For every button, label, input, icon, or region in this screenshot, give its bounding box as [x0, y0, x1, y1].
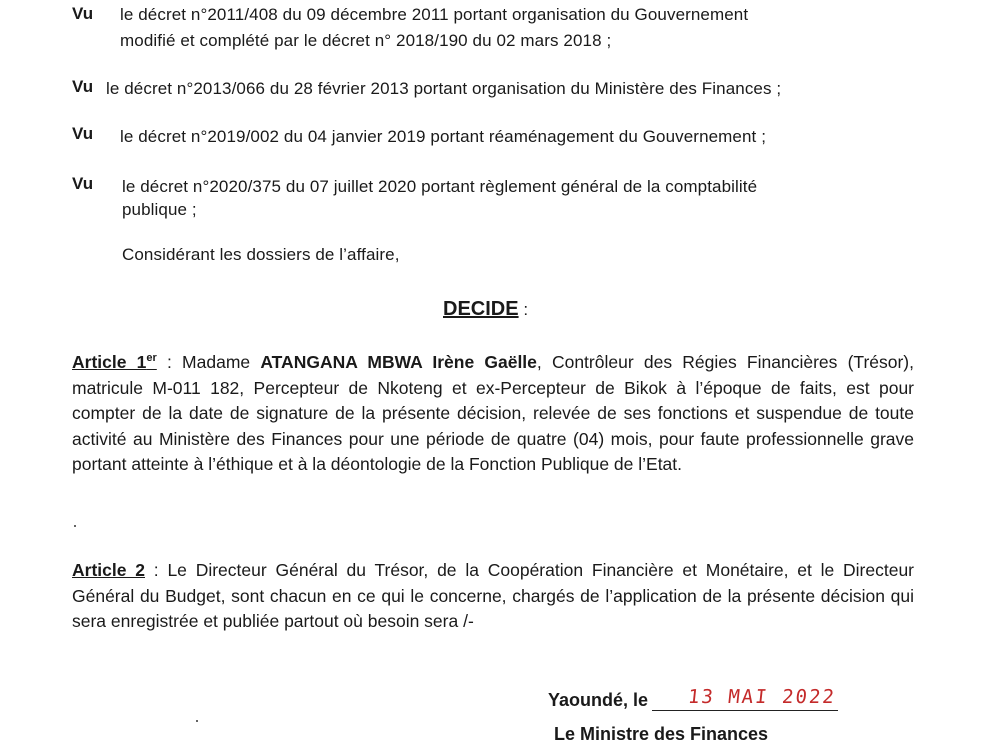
- date-line: [652, 688, 838, 711]
- decide-heading: [443, 298, 528, 321]
- decide-title: DECIDE: [443, 298, 519, 320]
- article-1: [72, 350, 914, 478]
- visa-text: le décret n°2020/375 du 07 juillet 2020 portant règlement général de la comptabilité: [122, 177, 758, 196]
- visa-prefix: Vu: [72, 4, 94, 23]
- article-2-body: Le Directeur Général du Trésor, de la Coopération Financière et Monétaire, et le Directeur Général du Budget, sont chacun en ce qui le concerne, chargés de l’application de la présente décision qui sera enregistrée et publiée partout où besoin sera /-: [72, 560, 915, 631]
- article-1-body: , Contrôleur des Régies Financières (Trésor), matricule M-011 182, Percepteur de Nkoteng et ex-Percepteur de Bikok à l’époque de faits, est pour compter de la date de signature de la présente décision, relevée de ses fonctions et suspendue de toute activité au Ministère des Finances pour une période de quatre (04) mois, pour faute professionnelle grave portant atteinte à l’éthique et à la déontologie de la Fonction Publique de l’Etat.: [72, 352, 914, 474]
- article-2-label: Article 2: [72, 560, 145, 580]
- signature-place: Yaoundé, le: [548, 690, 649, 710]
- signature-block: [548, 686, 868, 744]
- article-2-separator: :: [145, 560, 168, 580]
- visa-prefix: Vu: [72, 124, 94, 143]
- decide-suffix: :: [518, 300, 529, 319]
- stamped-date: 13 MAI 2022: [687, 686, 838, 708]
- visa-text: le décret n°2011/408 du 09 décembre 2011 portant organisation du Gouvernement: [120, 5, 749, 24]
- visa-text-continued: modifié et complété par le décret n° 2018/190 du 02 mars 2018 ;: [120, 31, 612, 50]
- visa-text-continued: publique ;: [122, 200, 197, 219]
- article-1-separator: : Madame: [156, 352, 261, 372]
- visa-prefix: Vu: [72, 77, 94, 96]
- stray-dot: [74, 525, 76, 527]
- ordinal-superscript: er: [146, 352, 157, 365]
- article-2: [72, 558, 914, 635]
- visa-text: le décret n°2019/002 du 04 janvier 2019 portant réaménagement du Gouvernement ;: [120, 127, 767, 146]
- visa-prefix: Vu: [72, 174, 94, 193]
- visa-text: le décret n°2013/066 du 28 février 2013 portant organisation du Ministère des Finances ;: [106, 79, 782, 98]
- signatory-title: Le Ministre des Finances: [554, 724, 769, 744]
- stray-dot: [196, 720, 198, 722]
- person-name: ATANGANA MBWA Irène Gaëlle: [260, 352, 537, 372]
- article-1-label: Article 1er: [72, 352, 157, 372]
- considering-clause: Considérant les dossiers de l’affaire,: [122, 245, 400, 264]
